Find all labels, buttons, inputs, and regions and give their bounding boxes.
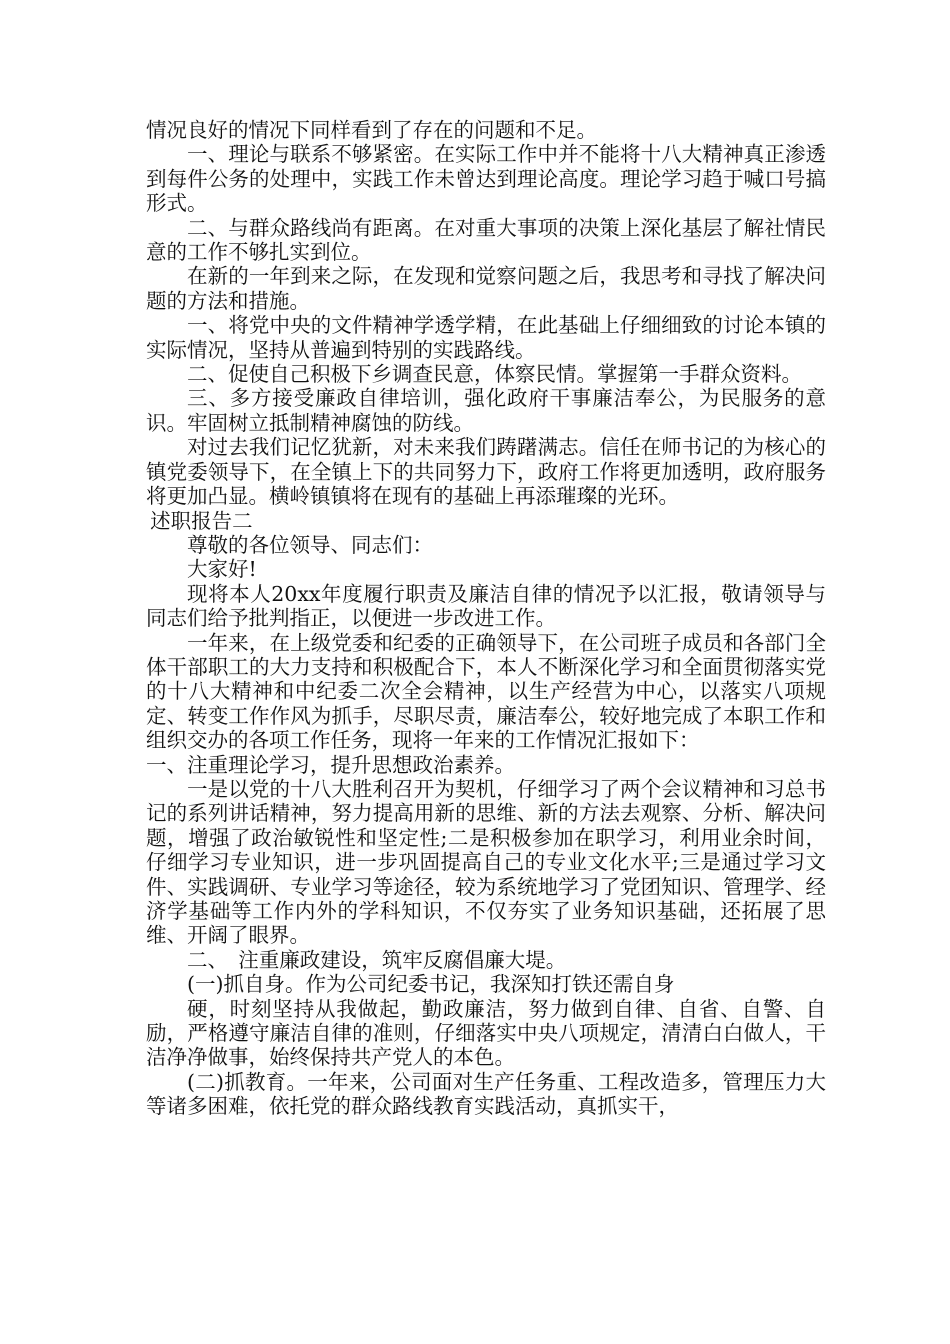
paragraph: 现将本人20xx年度履行职责及廉洁自律的情况予以汇报，敬请领导与同志们给予批判指正，以便进一步改进工作。 <box>146 581 826 631</box>
paragraph: 一、注重理论学习，提升思想政治素养。 <box>146 752 515 777</box>
paragraph: 一是以党的十八大胜利召开为契机，仔细学习了两个会议精神和习总书记的系列讲话精神，努力提高用新的思维、新的方法去观察、分析、解决问题，增强了政治敏锐性和坚定性;二是积极参加在职学习，利用业余时间，仔细学习专业知识，进一步巩固提高自己的专业文化水平;三是通过学习文件、实践调研、专业学习等途径，较为系统地学习了党团知识、管理学、经济学基础等工作内外的学科知识，不仅夯实了业务知识基础，还拓展了思维、开阔了眼界。 <box>146 776 826 948</box>
paragraph: 一、理论与联系不够紧密。在实际工作中并不能将十八大精神真正渗透到每件公务的处理中，实践工作未曾达到理论高度。理论学习趋于喊口号搞形式。 <box>146 142 826 216</box>
paragraph: 在新的一年到来之际，在发现和觉察问题之后，我思考和寻找了解决问题的方法和措施。 <box>146 264 826 313</box>
paragraph: 二、 注重廉政建设，筑牢反腐倡廉大堤。 <box>187 947 567 972</box>
paragraph: 一、将党中央的文件精神学透学精，在此基础上仔细细致的讨论本镇的实际情况，坚持从普遍到特别的实践路线。 <box>146 313 826 362</box>
paragraph: 尊敬的各位领导、同志们： <box>187 532 433 557</box>
paragraph: (二)抓教育。一年来，公司面对生产任务重、工程改造多，管理压力大等诸多困难，依托党的群众路线教育实践活动，真抓实干， <box>146 1069 826 1119</box>
paragraph: 三、多方接受廉政自律培训，强化政府干事廉洁奉公，为民服务的意识。牢固树立抵制精神腐蚀的防线。 <box>146 386 826 435</box>
paragraph: (一)抓自身。作为公司纪委书记，我深知打铁还需自身 <box>187 972 675 997</box>
paragraph: 情况良好的情况下同样看到了存在的问题和不足。 <box>146 118 597 142</box>
paragraph: 硬，时刻坚持从我做起，勤政廉洁，努力做到自律、自省、自警、自励，严格遵守廉洁自律的准则，仔细落实中央八项规定，清清白白做人，干洁净净做事，始终保持共产党人的本色。 <box>146 996 826 1070</box>
paragraph: 述职报告二 <box>150 508 253 533</box>
paragraph: 二、与群众路线尚有距离。在对重大事项的决策上深化基层了解社情民意的工作不够扎实到位。 <box>146 215 826 265</box>
paragraph: 大家好! <box>187 557 257 582</box>
paragraph: 一年来，在上级党委和纪委的正确领导下，在公司班子成员和各部门全体干部职工的大力支持和积极配合下，本人不断深化学习和全面贯彻落实党的十八大精神和中纪委二次全会精神，以生产经营为中心，以落实八项规定、转变工作作风为抓手，尽职尽责，廉洁奉公，较好地完成了本职工作和组织交办的各项工作任务，现将一年来的工作情况汇报如下： <box>146 630 826 753</box>
paragraph: 二、促使自己积极下乡调查民意，体察民情。掌握第一手群众资料。 <box>187 362 802 387</box>
paragraph: 对过去我们记忆犹新，对未来我们踌躇满志。信任在师书记的为核心的镇党委领导下，在全镇上下的共同努力下，政府工作将更加透明，政府服务将更加凸显。横岭镇镇将在现有的基础上再添璀璨的光环。 <box>146 435 826 509</box>
document-body <box>146 118 826 1119</box>
